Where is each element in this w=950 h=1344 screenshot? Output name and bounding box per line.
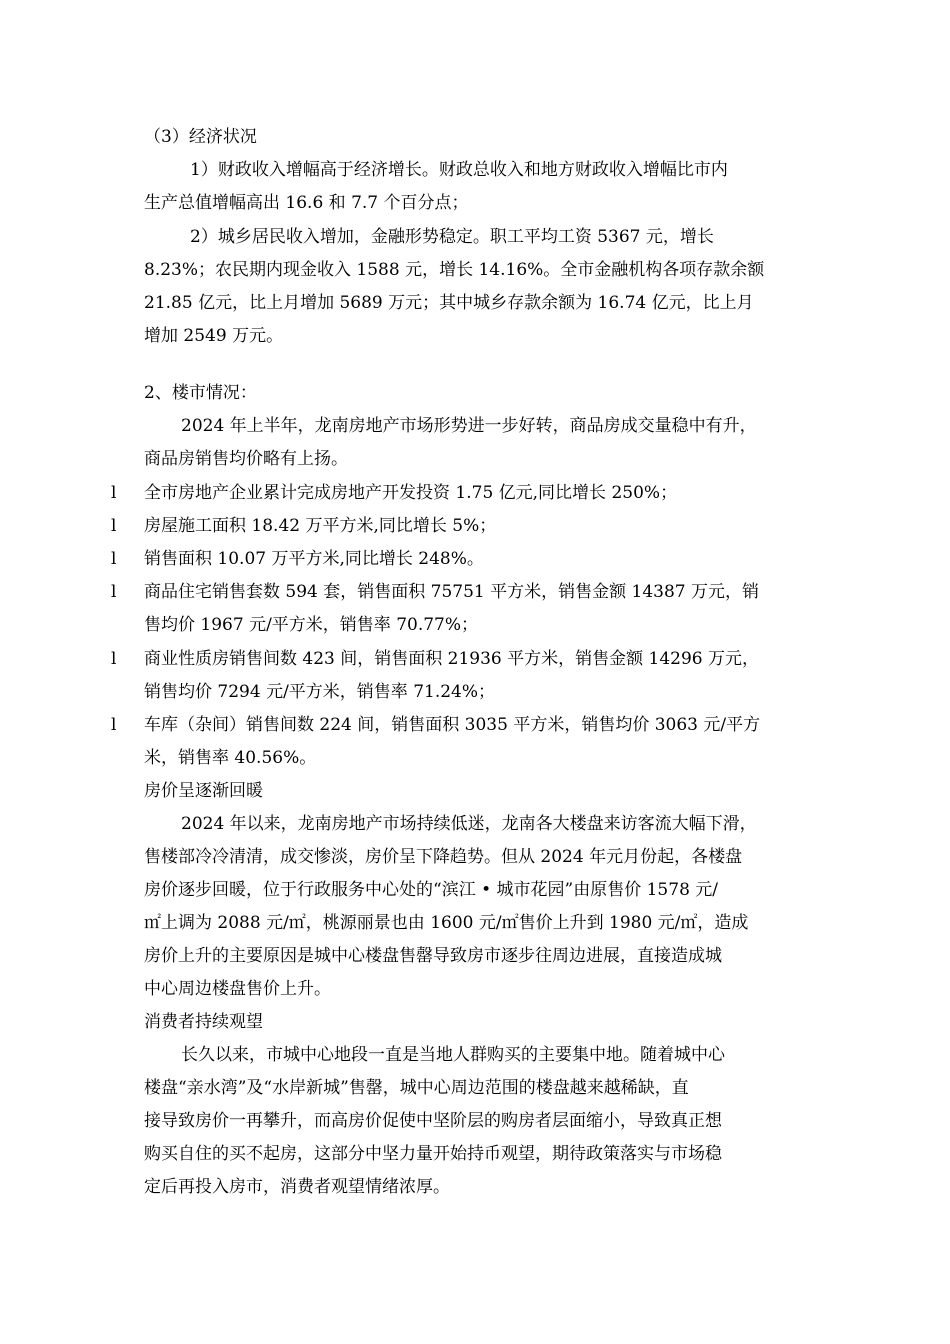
price-para-line: ㎡上调为 2088 元/㎡，桃源丽景也由 1600 元/㎡售价上升到 1980 元/㎡，造成	[144, 913, 749, 933]
bullet-text: 商业性质房销售间数 423 间，销售面积 21936 平方米，销售金额 14296 万元，	[144, 649, 760, 669]
bullet-marker: l	[111, 516, 117, 536]
bullet-text: 房屋施工面积 18.42 万平方米,同比增长 5%；	[144, 516, 497, 536]
consumer-para-line: 接导致房价一再攀升，而高房价促使中坚阶层的购房者层面缩小，导致真正想	[144, 1111, 722, 1131]
bullet-text: 商品住宅销售套数 594 套，销售面积 75751 平方米，销售金额 14387 万元，销	[144, 582, 760, 602]
consumer-para-line: 长久以来，市城中心地段一直是当地人群购买的主要集中地。随着城中心	[181, 1045, 725, 1065]
econ-para2-line: 增加 2549 万元。	[144, 326, 284, 346]
price-para-line: 2024 年以来，龙南房地产市场持续低迷，龙南各大楼盘来访客流大幅下滑，	[181, 814, 757, 834]
econ-para1-line: 生产总值增幅高出 16.6 和 7.7 个百分点；	[144, 193, 469, 213]
price-para-line: 中心周边楼盘售价上升。	[144, 979, 331, 999]
consumer-para-line: 定后再投入房市，消费者观望情绪浓厚。	[144, 1177, 450, 1197]
bullet-text: 全市房地产企业累计完成房地产开发投资 1.75 亿元,同比增长 250%；	[144, 483, 678, 503]
econ-heading: （3）经济状况	[144, 127, 257, 147]
bullet-marker: l	[111, 483, 117, 503]
bullet-text-continued: 米，销售率 40.56%。	[144, 748, 317, 768]
bullet-text: 销售面积 10.07 万平方米,同比增长 248%。	[144, 549, 484, 569]
econ-para2-line: 2）城乡居民收入增加，金融形势稳定。职工平均工资 5367 元，增长	[190, 227, 714, 247]
bullet-text: 车库（杂间）销售间数 224 间，销售面积 3035 平方米，销售均价 3063 元/平方	[144, 715, 761, 735]
market-heading: 2、楼市情况：	[144, 383, 257, 403]
price-heading: 房价呈逐渐回暖	[144, 781, 263, 801]
econ-para2-line: 8.23%；农民期内现金收入 1588 元，增长 14.16%。全市金融机构各项存款余额	[144, 260, 765, 280]
consumer-para-line: 购买自住的买不起房，这部分中坚力量开始持币观望，期待政策落实与市场稳	[144, 1144, 722, 1164]
market-intro-line: 2024 年上半年，龙南房地产市场形势进一步好转，商品房成交量稳中有升，	[181, 416, 757, 436]
bullet-marker: l	[111, 715, 117, 735]
bullet-text-continued: 售均价 1967 元/平方米，销售率 70.77%；	[144, 615, 479, 635]
bullet-text-continued: 销售均价 7294 元/平方米，销售率 71.24%；	[144, 682, 496, 702]
consumer-para-line: 楼盘“亲水湾”及“水岸新城”售罄，城中心周边范围的楼盘越来越稀缺，直	[144, 1078, 689, 1098]
bullet-marker: l	[111, 649, 117, 669]
market-intro-line: 商品房销售均价略有上扬。	[144, 449, 348, 469]
price-para-line: 售楼部冷冷清清，成交惨淡，房价呈下降趋势。但从 2024 年元月份起，各楼盘	[144, 847, 743, 867]
consumer-heading: 消费者持续观望	[144, 1012, 263, 1032]
bullet-marker: l	[111, 582, 117, 602]
price-para-line: 房价逐步回暖，位于行政服务中心处的“滨江 • 城市花园”由原售价 1578 元/	[144, 880, 719, 900]
econ-para2-line: 21.85 亿元，比上月增加 5689 万元；其中城乡存款余额为 16.74 亿元，比上月	[144, 293, 754, 313]
bullet-marker: l	[111, 549, 117, 569]
econ-para1-line: 1）财政收入增幅高于经济增长。财政总收入和地方财政收入增幅比市内	[190, 160, 728, 180]
price-para-line: 房价上升的主要原因是城中心楼盘售罄导致房市逐步往周边进展，直接造成城	[144, 946, 722, 966]
